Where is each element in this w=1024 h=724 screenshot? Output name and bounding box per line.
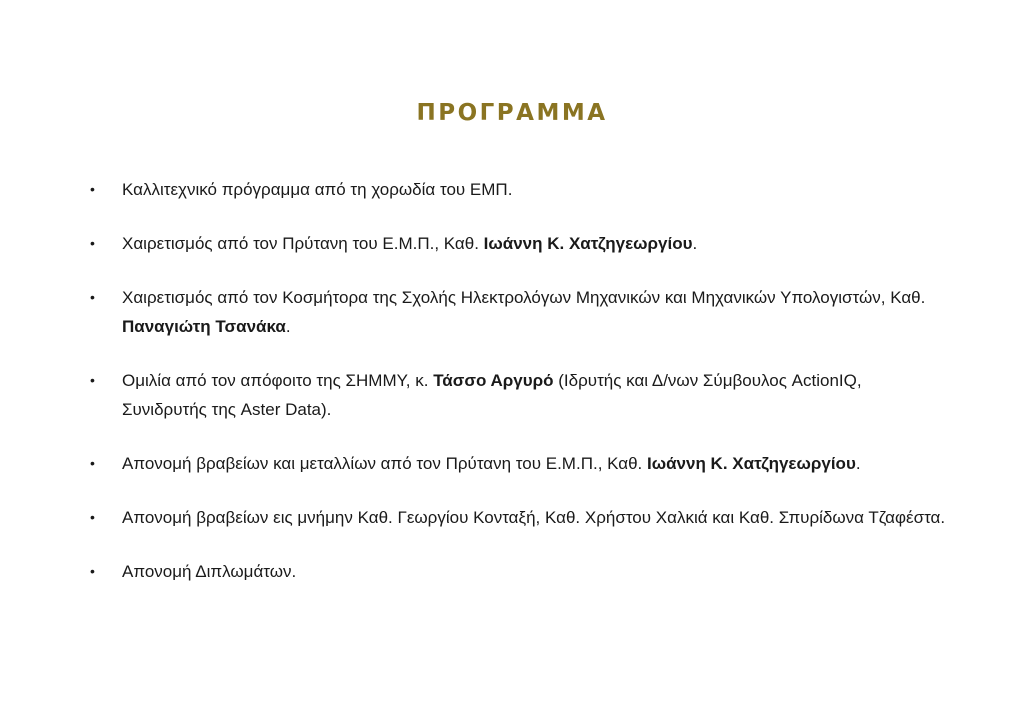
bullet-icon: • bbox=[90, 372, 95, 388]
item-text-end: . bbox=[285, 317, 291, 336]
bullet-icon: • bbox=[90, 509, 95, 525]
item-text-end: (Ιδρυτής και Δ/νων Σύμβουλος ActionIQ, Συνιδρυτής της Aster Data). bbox=[122, 371, 862, 419]
item-text: Καλλιτεχνικό πρόγραμμα από τη χορωδία του ΕΜΠ. bbox=[122, 180, 513, 199]
item-text-end: . bbox=[692, 234, 698, 253]
program-item bbox=[90, 449, 950, 478]
item-highlight: Παναγιώτη Τσανάκα bbox=[122, 317, 286, 336]
page-title: ΠΡΟΓΡΑΜΜΑ bbox=[416, 100, 608, 126]
item-highlight: Ιωάννη Κ. Χατζηγεωργίου bbox=[483, 234, 693, 253]
program-item bbox=[90, 557, 950, 586]
program-item bbox=[90, 175, 950, 204]
item-text: Απονομή βραβείων εις μνήμην Καθ. Γεωργίου Κονταξή, Καθ. Χρήστου Χαλκιά και Καθ. Σπυρίδωνα Τζαφέστα. bbox=[122, 508, 946, 527]
program-item bbox=[90, 503, 950, 532]
program-item bbox=[90, 229, 950, 258]
item-text: Χαιρετισμός από τον Κοσμήτορα της Σχολής Ηλεκτρολόγων Μηχανικών και Μηχανικών Υπολογιστών, Καθ. bbox=[122, 288, 926, 307]
item-text-end: . bbox=[855, 454, 861, 473]
bullet-icon: • bbox=[90, 289, 95, 305]
item-highlight: Τάσσο Αργυρό bbox=[433, 371, 554, 390]
program-item bbox=[90, 283, 950, 341]
bullet-icon: • bbox=[90, 563, 95, 579]
item-text: Απονομή βραβείων και μεταλλίων από τον Πρύτανη του Ε.Μ.Π., Καθ. bbox=[122, 454, 647, 473]
program-item bbox=[90, 366, 950, 424]
item-text: Απονομή Διπλωμάτων. bbox=[122, 562, 297, 581]
item-text: Ομιλία από τον απόφοιτο της ΣΗΜΜΥ, κ. bbox=[122, 371, 434, 390]
bullet-icon: • bbox=[90, 235, 95, 251]
bullet-icon: • bbox=[90, 455, 95, 471]
item-text: Χαιρετισμός από τον Πρύτανη του Ε.Μ.Π., Καθ. bbox=[122, 234, 484, 253]
bullet-icon: • bbox=[90, 181, 95, 197]
program-list bbox=[90, 175, 950, 611]
item-highlight: Ιωάννη Κ. Χατζηγεωργίου bbox=[647, 454, 856, 473]
